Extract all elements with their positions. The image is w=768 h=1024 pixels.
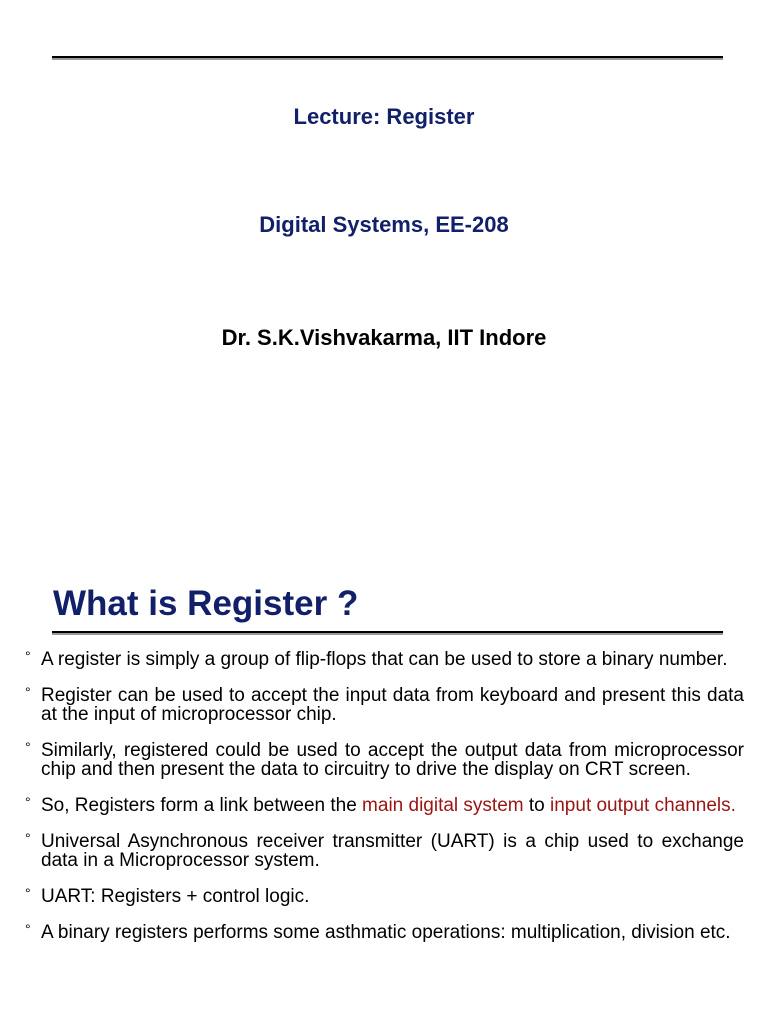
bullet-list [0, 650, 768, 942]
section-heading: What is Register ? [53, 584, 359, 623]
bullet-item [0, 686, 744, 724]
bullet-item [0, 650, 744, 669]
top-divider [52, 56, 723, 58]
bullet-marker: ° [25, 885, 31, 901]
author-line: Dr. S.K.Vishvakarma, IIT Indore [221, 325, 547, 350]
bullet-item [0, 832, 744, 870]
bullet-marker: ° [25, 921, 31, 937]
bullet-marker: ° [25, 648, 31, 664]
lecture-title: Lecture: Register [293, 104, 475, 129]
bullet-marker: ° [25, 739, 31, 755]
bullet-text: Similarly, registered could be used to accept the output data from microprocessor chip and then present the data to circuitry to drive the display on CRT screen. [41, 740, 744, 780]
heading-divider [52, 631, 723, 633]
bullet-marker: ° [25, 794, 31, 810]
highlight-main-digital-system: main digital system [362, 795, 524, 816]
bullet-text: A register is simply a group of flip-flops that can be used to store a binary number. [41, 649, 728, 670]
bullet-marker: ° [25, 830, 31, 846]
bullet-item [0, 887, 744, 906]
highlight-input-output-channels: input output channels. [550, 795, 736, 816]
bullet-item [0, 923, 744, 942]
bullet-text: Register can be used to accept the input data from keyboard and present this data at the input of microprocessor chip. [41, 685, 744, 725]
bullet-text: A binary registers performs some asthmatic operations: multiplication, division etc. [41, 922, 731, 943]
bullet-text: to [523, 795, 551, 816]
bullet-text: Universal Asynchronous receiver transmitter (UART) is a chip used to exchange data in a Microprocessor system. [41, 831, 744, 871]
course-title: Digital Systems, EE-208 [259, 212, 509, 237]
bullet-marker: ° [25, 684, 31, 700]
bullet-item [0, 796, 744, 815]
bullet-item [0, 741, 744, 779]
bullet-text: So, Registers form a link between the [41, 795, 363, 816]
bullet-text: UART: Registers + control logic. [41, 886, 310, 907]
